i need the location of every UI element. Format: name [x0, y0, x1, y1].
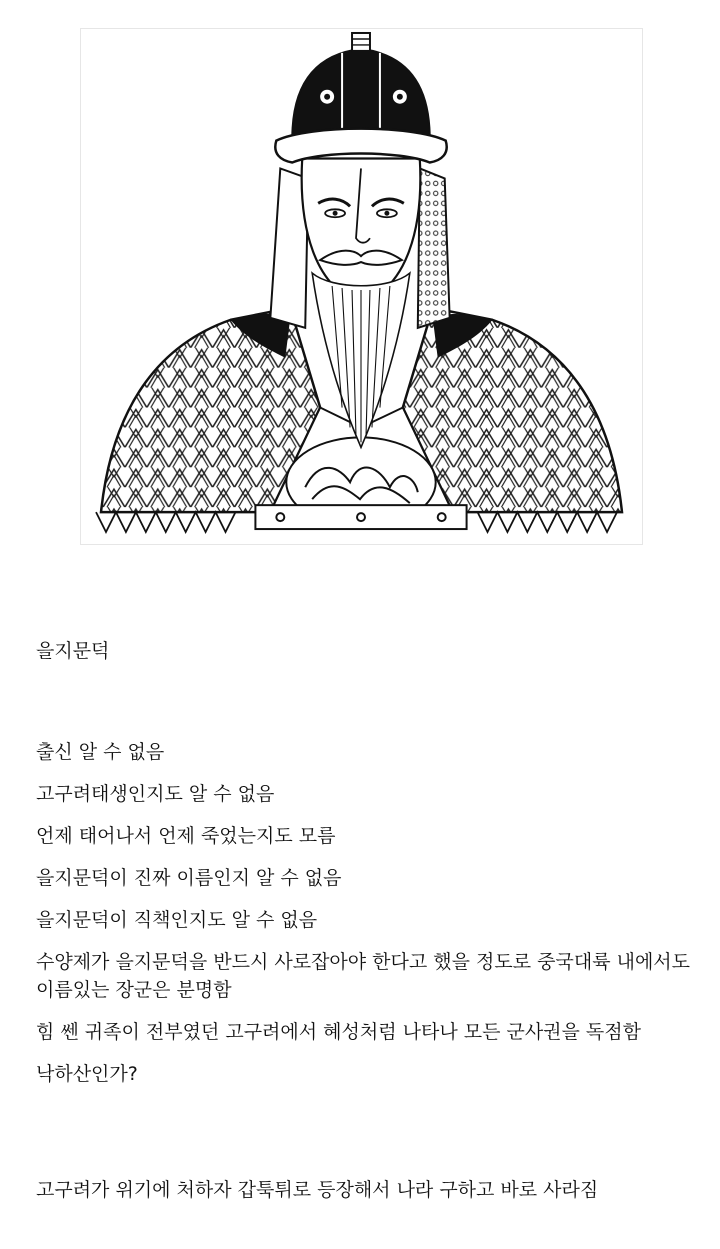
- text-line: 을지문덕이 직책인지도 알 수 없음: [36, 909, 318, 931]
- helmet: [292, 49, 429, 139]
- text-line: 고구려태생인지도 알 수 없음: [36, 783, 275, 805]
- closing-line: 고구려가 위기에 처하자 갑툭튀로 등장해서 나라 구하고 바로 사라짐: [36, 1179, 599, 1201]
- woodcut-portrait-drawing: [81, 29, 642, 544]
- text-lines: [36, 738, 696, 1102]
- text-line: 출신 알 수 없음: [36, 741, 165, 763]
- portrait-illustration: [80, 28, 643, 545]
- portrait-caption: 을지문덕: [36, 640, 110, 662]
- text-line: 수양제가 을지문덕을 반드시 사로잡아야 한다고 했을 정도로 중국대륙 내에서도 이름있는 장군은 분명함: [36, 951, 691, 1001]
- text-line: 을지문덕이 진짜 이름인지 알 수 없음: [36, 867, 342, 889]
- text-line: 언제 태어나서 언제 죽었는지도 모름: [36, 825, 336, 847]
- text-line: 낙하산인가?: [36, 1063, 138, 1085]
- text-line: 힘 쎈 귀족이 전부였던 고구려에서 혜성처럼 나타나 모든 군사권을 독점함: [36, 1021, 641, 1043]
